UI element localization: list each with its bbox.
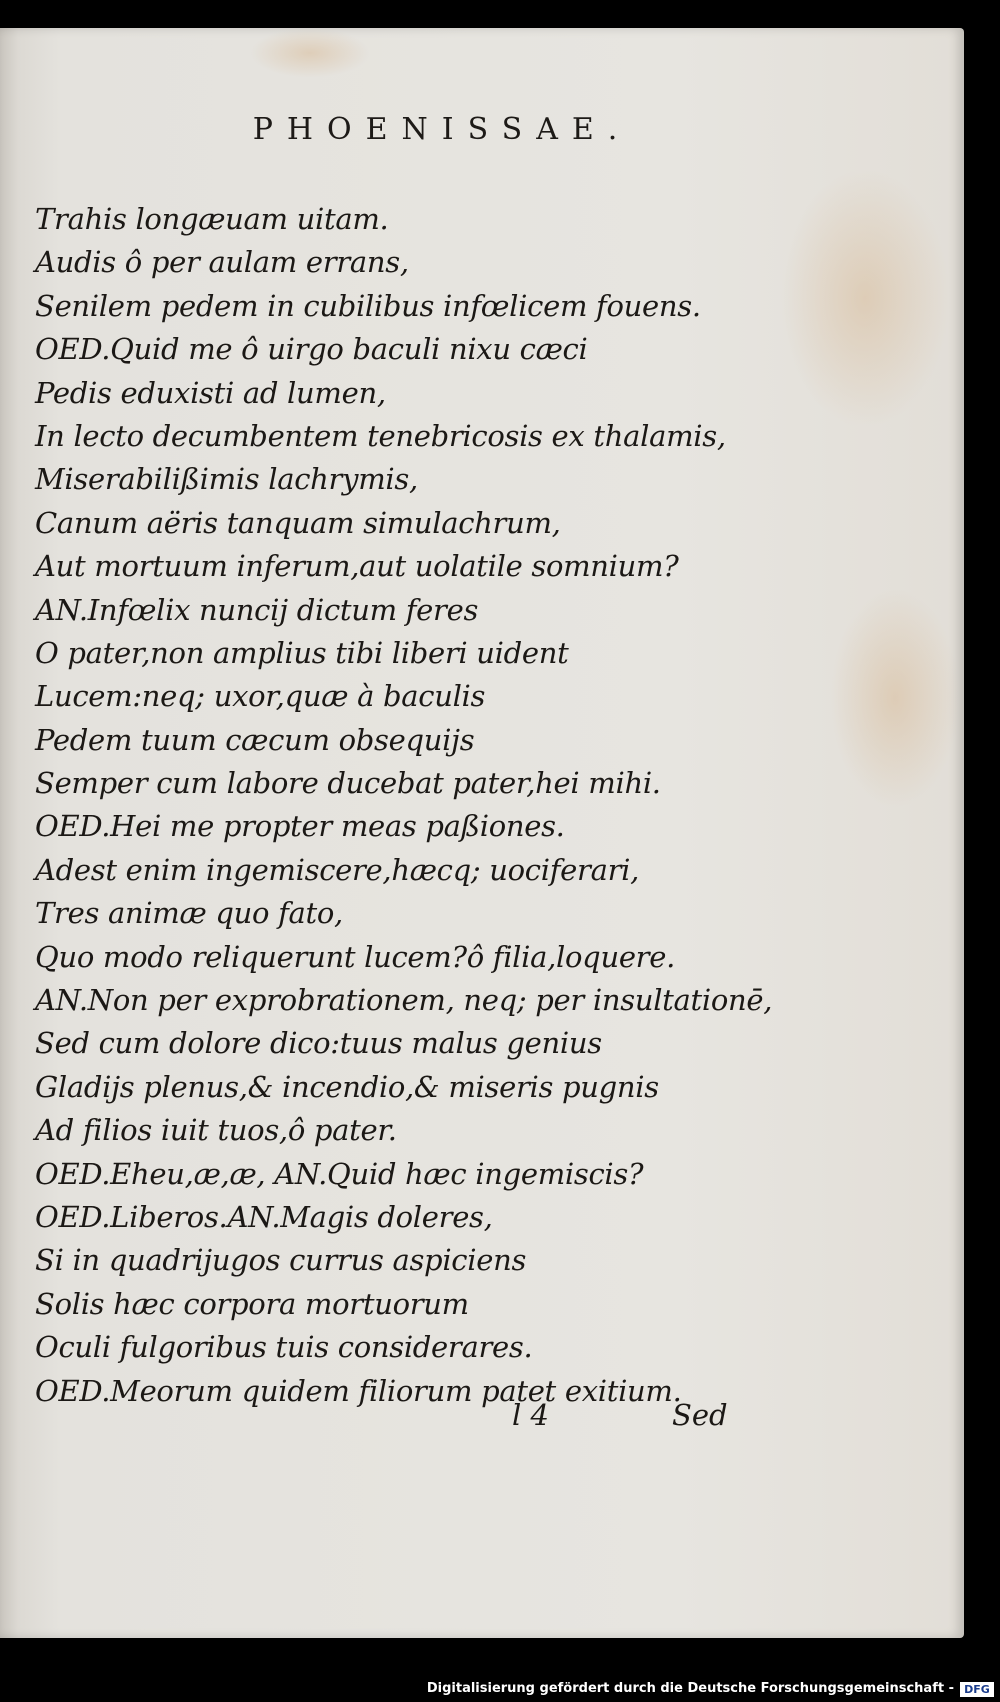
verse-line: Miserabilißimis lachrymis, (35, 462, 418, 497)
running-head: PHOENISSAE. (252, 112, 632, 147)
verse-text (35, 198, 935, 1413)
verse-line: Lucem:neq; uxor,quæ à baculis (35, 679, 486, 714)
verse-line: Ad filios iuit tuos,ô pater. (35, 1113, 397, 1148)
book-page (0, 28, 964, 1638)
catchword: Sed (672, 1398, 728, 1432)
verse-line: Oculi fulgoribus tuis considerares. (35, 1330, 533, 1365)
verse-line: Gladijs plenus,& incendio,& miseris pugnis (35, 1069, 659, 1104)
verse-line: Sed cum dolore dico:tuus malus genius (35, 1026, 602, 1061)
verse-line: Semper cum labore ducebat pater,hei mihi. (35, 766, 661, 801)
verse-line: OED.Meorum quidem filiorum patet exitium. (35, 1373, 682, 1408)
verse-line: OED.Quid me ô uirgo baculi nixu cæci (35, 332, 588, 367)
verse-line: Canum aëris tanquam simulachrum, (35, 505, 561, 540)
digitization-credit: Digitalisierung gefördert durch die Deutsche Forschungsgemeinschaft - (426, 1681, 954, 1696)
verse-line: Pedem tuum cæcum obsequijs (35, 722, 475, 757)
verse-line: Solis hæc corpora mortuorum (35, 1286, 469, 1321)
verse-line: OED.Liberos.AN.Magis doleres, (35, 1199, 493, 1234)
verse-line: Trahis longæuam uitam. (35, 202, 389, 236)
verse-line: Adest enim ingemiscere,hæcq; uociferari, (35, 852, 640, 887)
verse-line: Pedis eduxisti ad lumen, (35, 375, 386, 410)
verse-line: OED.Hei me propter meas paßiones. (35, 809, 565, 844)
foxing-stain (250, 28, 370, 78)
verse-line: AN.Infœlix nuncij dictum feres (35, 592, 479, 627)
verse-line: In lecto decumbentem tenebricosis ex thalamis, (35, 418, 726, 453)
verse-line: AN.Non per exprobrationem, neq; per insultationē, (35, 983, 773, 1018)
verse-line: O pater,non amplius tibi liberi uident (35, 635, 569, 670)
verse-line: Quo modo reliquerunt lucem?ô filia,loquere. (35, 939, 676, 974)
signature-mark: l 4 (512, 1398, 549, 1432)
dfg-logo: DFG (960, 1682, 994, 1697)
verse-line: Aut mortuum inferum,aut uolatile somnium? (35, 549, 679, 584)
verse-line: OED.Eheu,æ,æ, AN.Quid hæc ingemiscis? (35, 1156, 644, 1191)
verse-line: Tres animæ quo fato, (35, 896, 343, 931)
verse-line: Si in quadrijugos currus aspiciens (35, 1243, 527, 1278)
verse-line: Senilem pedem in cubilibus infœlicem fouens. (35, 288, 701, 323)
verse-line: Audis ô per aulam errans, (35, 245, 409, 280)
